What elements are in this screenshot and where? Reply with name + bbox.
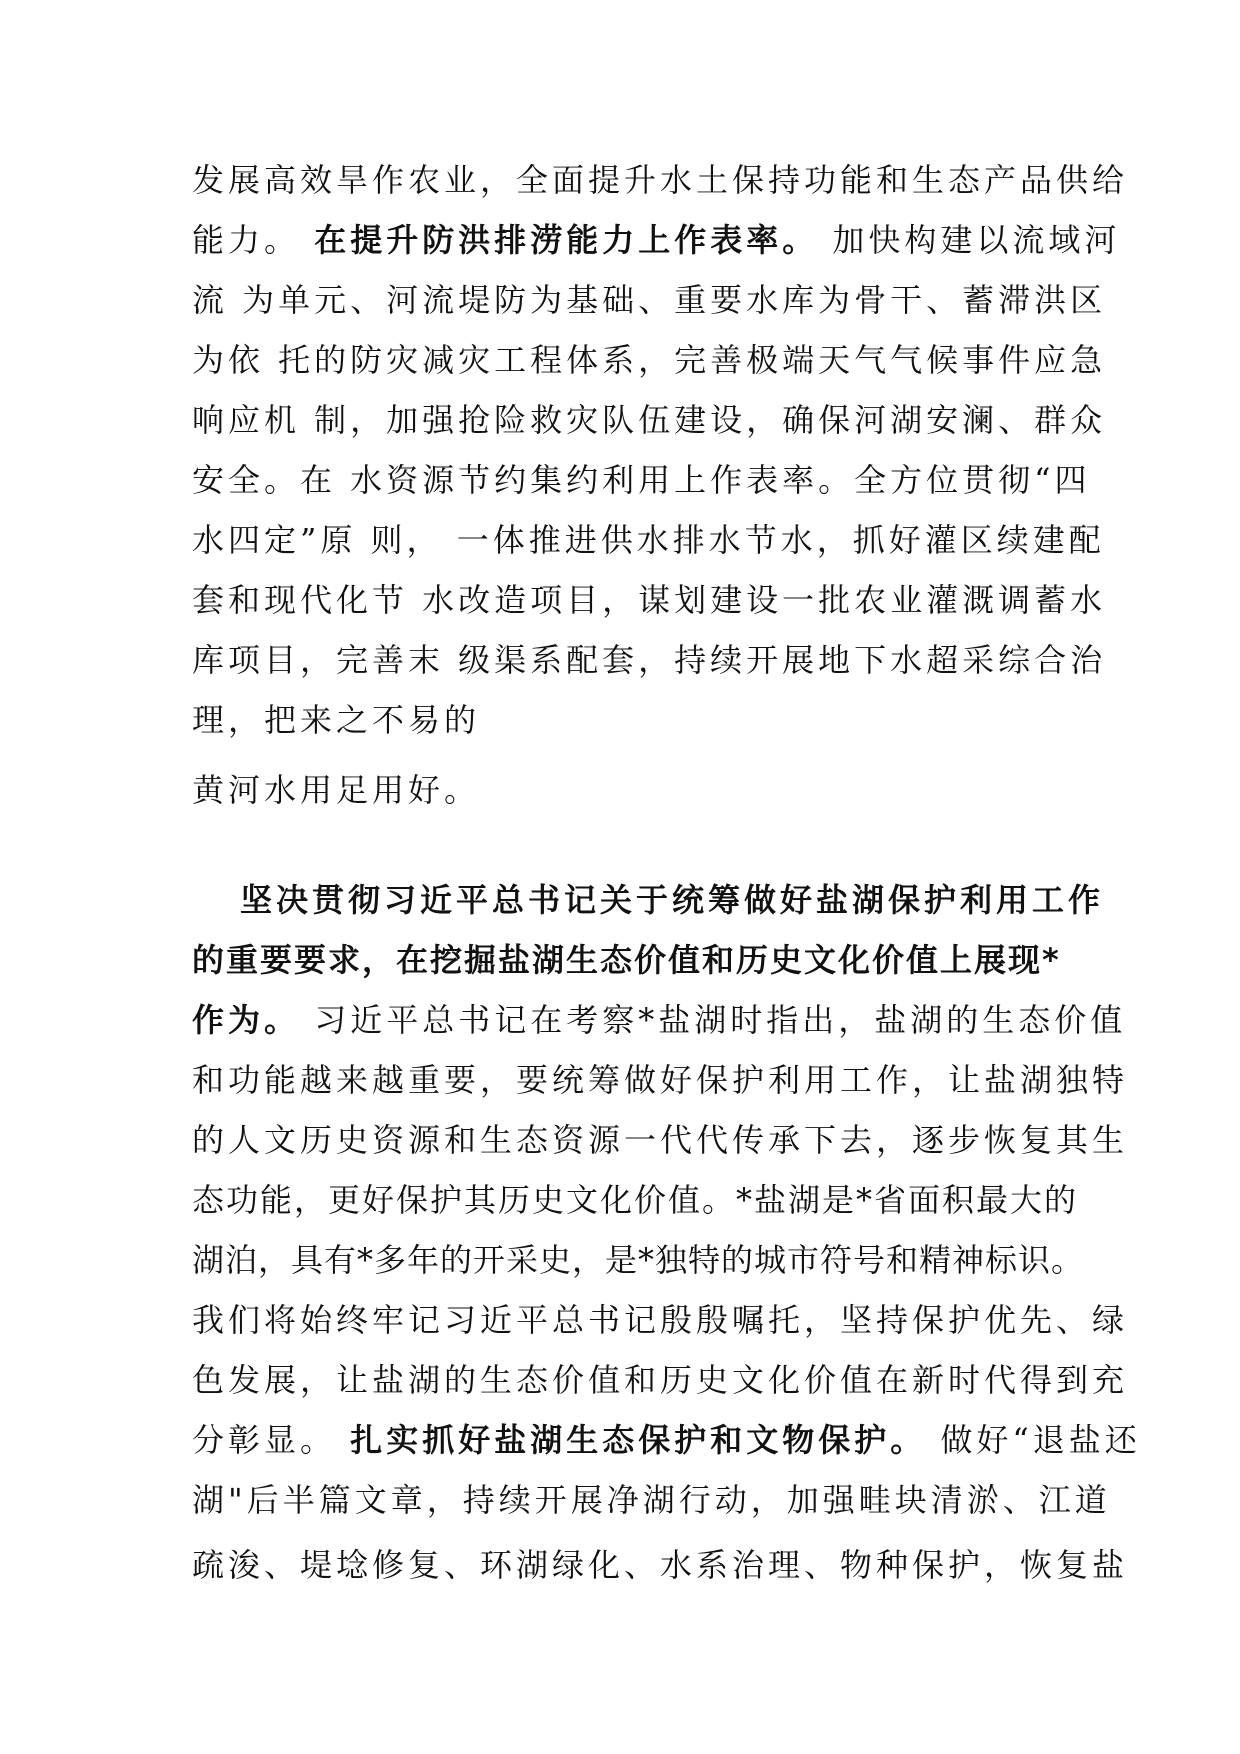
text-run: 疏浚、堤埝修复、环湖绿化、水系治理、物种保护，恢复盐: [192, 1546, 1129, 1584]
text-line: [192, 1300, 1128, 1340]
bold-heading-run: 坚决贯彻习近平总书记关于统筹做好盐湖保护利用工作: [240, 881, 1105, 919]
text-run: 发展高效旱作农业，全面提升水土保持功能和生态产品供给: [192, 161, 1129, 199]
text-line: [192, 220, 1120, 260]
text-run: 的人文历史资源和生态资源一代代传承下去，逐步恢复其生: [192, 1121, 1129, 1159]
text-line: [192, 340, 1106, 380]
text-run: 套和现代化节 水改造项目，谋划建设一批农业灌溉调蓄水: [192, 581, 1107, 619]
text-line: [192, 770, 480, 810]
text-run: 态功能，更好保护其历史文化价值。*盐湖是*省面积最大的: [192, 1181, 1079, 1219]
text-run: 水四定”原 则， 一体推进供水排水节水，抓好灌区续建配: [192, 521, 1105, 559]
text-run: 为依 托的防灾减灾工程体系，完善极端天气气候事件应急: [192, 341, 1107, 379]
text-run: 加快构建以流域河: [818, 221, 1121, 259]
bold-heading-run: 的重要要求，在挖掘盐湖生态价值和历史文化价值上展现*: [192, 941, 1061, 979]
text-line: [192, 1240, 1084, 1280]
text-run: 理，把来之不易的: [192, 701, 481, 739]
text-line: [192, 1120, 1128, 1160]
text-line: [192, 640, 1106, 680]
text-run: 分彰显。: [192, 1421, 351, 1459]
text-run: 色发展，让盐湖的生态价值和历史文化价值在新时代得到充: [192, 1361, 1129, 1399]
bold-heading-run: 在提升防洪排涝能力上作表率。: [314, 221, 819, 259]
text-line: [192, 580, 1106, 620]
text-line: [192, 940, 1061, 980]
text-run: 黄河水用足用好。: [192, 771, 481, 809]
text-run: 响应机 制，加强抢险救灾队伍建设，确保河湖安澜、群众: [192, 401, 1107, 439]
text-line: [192, 1060, 1128, 1100]
text-run: 我们将始终牢记习近平总书记殷殷嘱托，坚持保护优先、绿: [192, 1301, 1129, 1339]
text-line: [192, 1480, 1111, 1520]
text-line: [192, 520, 1105, 560]
text-line: [192, 460, 1091, 500]
text-line: [240, 880, 1104, 920]
text-run: 安全。在 水资源节约集约利用上作表率。全方位贯彻“四: [192, 461, 1091, 499]
text-line: [192, 1000, 1126, 1040]
text-run: 习近平总书记在考察*盐湖时指出，盐湖的生态价值: [300, 1001, 1127, 1039]
text-line: [192, 1545, 1128, 1585]
text-run: 湖泊，具有*多年的开采史，是*独特的城市符号和精神标识。: [192, 1241, 1085, 1279]
text-line: [192, 160, 1128, 200]
text-line: [192, 1360, 1128, 1400]
text-run: 能力。: [192, 221, 315, 259]
text-run: 做好“退盐还: [926, 1421, 1141, 1459]
text-run: 库项目，完善末 级渠系配套，持续开展地下水超采综合治: [192, 641, 1107, 679]
bold-heading-run: 扎实抓好盐湖生态保护和文物保护。: [350, 1421, 927, 1459]
text-run: 流 为单元、河流堤防为基础、重要水库为骨干、蓄滞洪区: [192, 281, 1107, 319]
text-line: [192, 1420, 1141, 1460]
text-line: [192, 400, 1106, 440]
text-line: [192, 280, 1106, 320]
text-line: [192, 1180, 1078, 1220]
text-run: 湖"后半篇文章，持续开展净湖行动，加强畦块清淤、江道: [192, 1481, 1111, 1519]
text-run: 和功能越来越重要，要统筹做好保护利用工作，让盐湖独特: [192, 1061, 1129, 1099]
bold-heading-run: 作为。: [192, 1001, 301, 1039]
text-line: [192, 700, 480, 740]
